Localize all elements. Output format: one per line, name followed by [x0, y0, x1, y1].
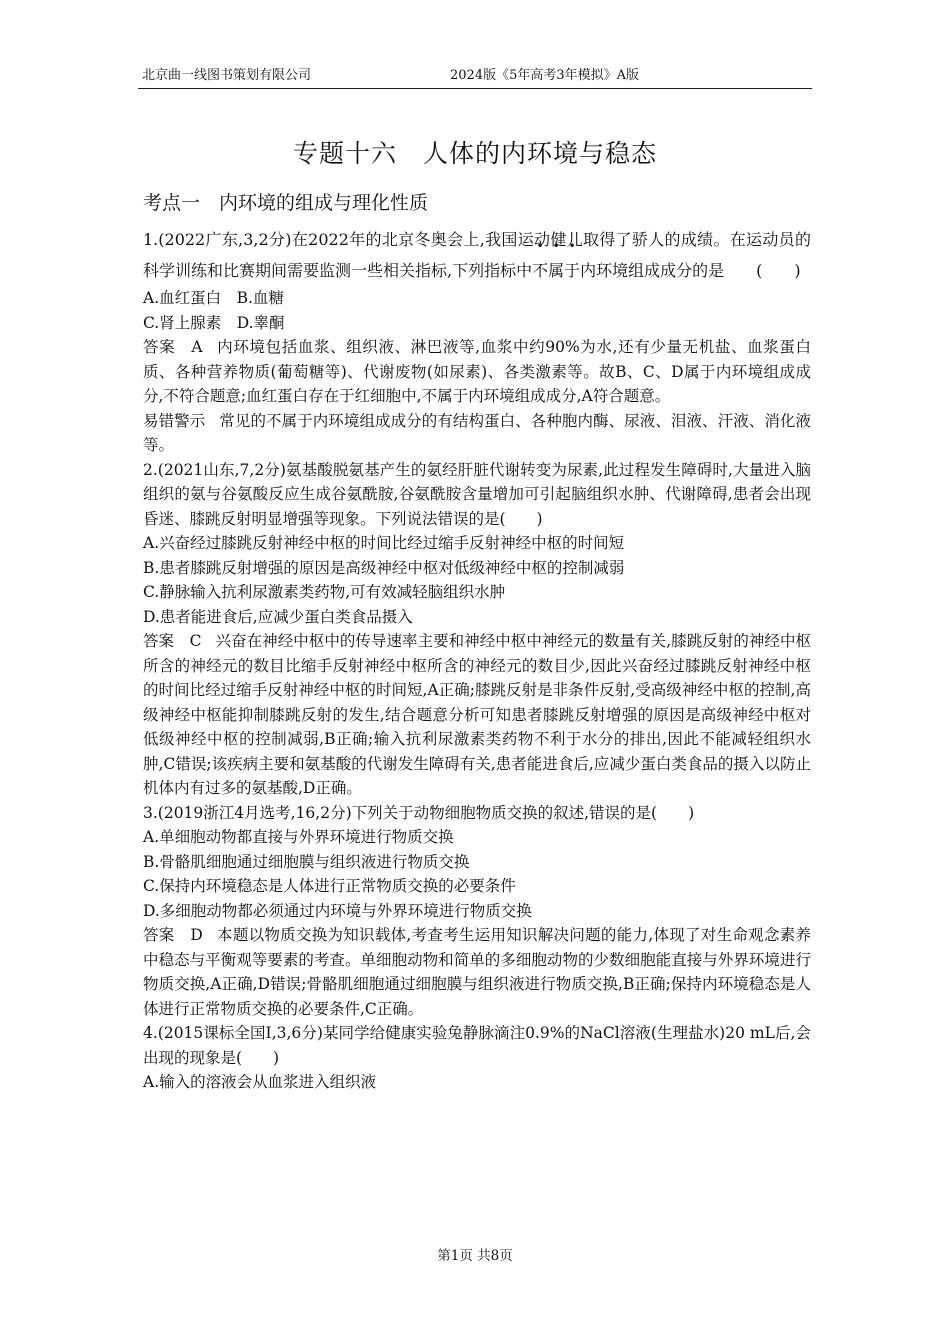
question-4-stem: 4.(2015课标全国Ⅰ,3,6分)某同学给健康实验兔静脉滴注0.9%的NaCl溶液(生理盐水)20 mL后,会出现的现象是( ) [143, 1024, 811, 1067]
question-1-option: C.肾上腺素 D.睾酮 [143, 313, 285, 332]
page-title: 专题十六 人体的内环境与稳态 [292, 139, 657, 168]
question-list [143, 224, 811, 1095]
edition-label: 2024版《5年高考3年模拟》A版 [450, 68, 640, 83]
question-2-option: A.兴奋经过膝跳反射神经中枢的时间比经过缩手反射神经中枢的时间短 [143, 534, 625, 552]
warning-label: 易错警示 [143, 411, 206, 430]
question-2-option: B.患者膝跳反射增强的原因是高级神经中枢对低级神经中枢的控制减弱 [143, 558, 625, 577]
answer-explanation: 本题以物质交换为知识载体,考查考生运用知识解决问题的能力,体现了对生命观念素养中稳态与平衡观等要素的考查。单细胞动物和简单的多细胞动物的少数细胞能直接与外界环境进行物质交换,A正确,D错误;骨骼肌细胞通过细胞膜与组织液进行物质交换,B正确;保持内环境稳态是人体进行正常物质交换的必要条件,C正确。 [143, 926, 811, 1018]
question-3-option: D.多细胞动物都必须通过内环境与外界环境进行物质交换 [143, 901, 532, 920]
question-2-stem: 2.(2021山东,7,2分)氨基酸脱氨基产生的氨经肝脏代谢转变为尿素,此过程发生障碍时,大量进入脑组织的氨与谷氨酸反应生成谷氨酰胺,谷氨酰胺含量增加可引起脑组织水肿、代谢障碍,患者会出现昏迷、膝跳反射明显增强等现象。下列说法错误的是( ) [143, 460, 811, 528]
publisher-name: 北京曲一线图书策划有限公司 [142, 68, 312, 83]
question-3-option: B.骨骼肌细胞通过细胞膜与组织液进行物质交换 [143, 852, 470, 871]
question-3-option: C.保持内环境稳态是人体进行正常物质交换的必要条件 [143, 877, 516, 895]
answer-explanation: 兴奋在神经中枢中的传导速率主要和神经中枢中神经元的数量有关,膝跳反射的神经中枢所含的神经元的数目比缩手反射神经中枢所含的神经元的数目少,因此兴奋经过膝跳反射神经中枢的时间比经过缩手反射神经中枢的时间短,A正确;膝跳反射是非条件反射,受高级神经中枢的控制,高级神经中枢能抑制膝跳反射的发生,结合题意分析可知患者膝跳反射增强的原因是高级神经中枢对低级神经中枢的控制减弱,B正确;输入抗利尿激素类药物不利于水分的排出,因此不能减轻组织水肿,C错误;该疾病主要和氨基酸的代谢发生障碍有关,患者能进食后,应减少蛋白类食品的摄入以防止机体内有过多的氨基酸,D正确。 [143, 632, 811, 797]
emphasis-char: 属 [548, 261, 565, 280]
answer-letter: D [190, 926, 203, 944]
question-1-warning [143, 409, 811, 458]
question-2-option: D.患者能进食后,应减少蛋白类食品摄入 [143, 607, 413, 626]
question-3-answer [143, 923, 811, 1021]
emphasis-char: 不 [532, 261, 549, 280]
question-2-option: C.静脉输入抗利尿激素类药物,可有效减轻脑组织水肿 [143, 583, 506, 601]
emphasis-char: 于 [564, 261, 581, 280]
question-3-option: A.单细胞动物都直接与外界环境进行物质交换 [143, 828, 454, 846]
warning-text: 常见的不属于内环境组成成分的有结构蛋白、各种胞内酶、尿液、泪液、汗液、消化液等。 [143, 411, 811, 454]
question-1-stem: 1.(2022广东,3,2分)在2022年的北京冬奥会上,我国运动健儿取得了骄人的成绩。在运动员的科学训练和比赛期间需要监测一些相关指标,下列指标中不属于内环境组成成分的是 ( ) [143, 224, 811, 286]
question-4-option: A.输入的溶液会从血浆进入组织液 [143, 1073, 377, 1091]
question-3-stem: 3.(2019浙江4月选考,16,2分)下列关于动物细胞物质交换的叙述,错误的是( ) [143, 803, 695, 822]
answer-explanation: 内环境包括血浆、组织液、淋巴液等,血浆中约90%为水,还有少量无机盐、血浆蛋白质、各种营养物质(葡萄糖等)、代谢废物(如尿素)、各类激素等。故B、C、D属于内环境组成成分,不符合题意;血红蛋白存在于红细胞中,不属于内环境组成成分,A符合题意。 [143, 338, 811, 405]
question-2-answer [143, 629, 811, 801]
answer-label: 答案 [143, 632, 175, 650]
page-number: 第1页 共8页 [437, 1248, 513, 1264]
answer-letter: A [191, 338, 203, 356]
answer-letter: C [189, 632, 202, 650]
page-header [138, 66, 812, 89]
answer-label: 答案 [143, 926, 175, 944]
section-heading: 考点一 内环境的组成与理化性质 [143, 192, 429, 214]
question-1-option: A.血红蛋白 B.血糖 [143, 289, 284, 307]
answer-label: 答案 [143, 338, 176, 356]
question-1-answer [143, 335, 811, 409]
